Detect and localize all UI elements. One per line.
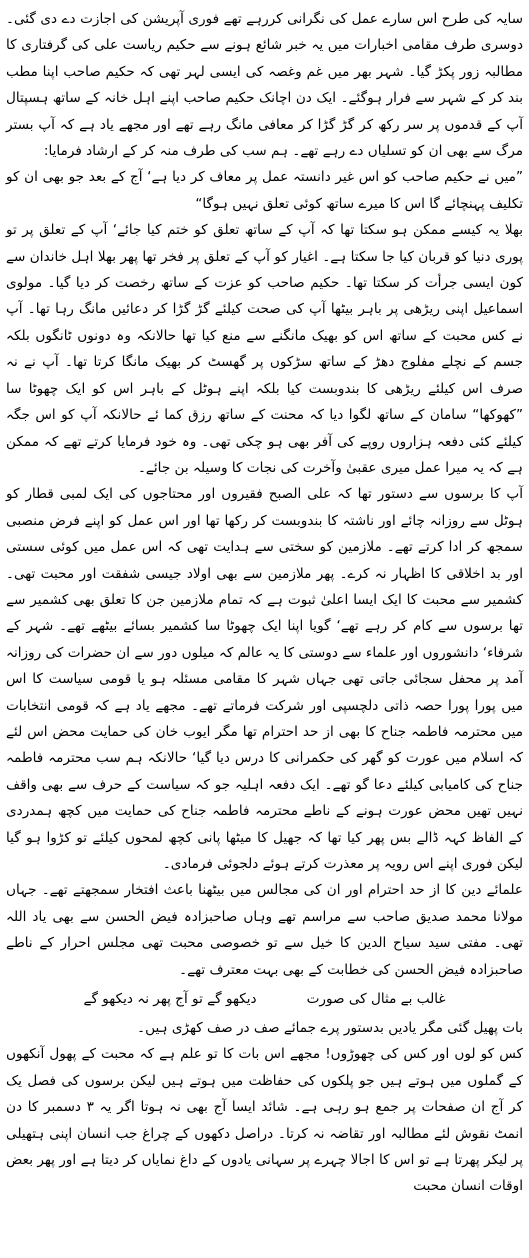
couplet-first-line: غالب بے مثال کی صورت — [306, 991, 446, 1008]
couplet-second-line: دیکھو گے تو آج پھر نہ دیکھو گے — [83, 991, 257, 1008]
closing-line: بات پھیل گئی مگر یادیں بدستور پرے جمائے صف در صف کھڑی ہیں۔ — [137, 1020, 523, 1037]
paragraph-3: آپ کا برسوں سے دستور تھا کہ علی الصبح فقیروں اور محتاجوں کی ایک لمبی قطار کو ہوٹل سے روزانہ چائے اور ناشتہ کا بندوبست کر رکھا تھا اور اس عمل کو اپنے فرض منصبی سمجھ کر ادا کرتے تھے۔ ملازمین کو سختی سے ہدایت تھی کہ اس عمل میں کوئی سستی اور بد اخلاقی کا اظہار نہ کرے۔ پھر ملازمین سے بھی اولاد جیسی شفقت اور محبت تھی۔ کشمیر سے محبت کا ایک ایسا اعلیٰ ثبوت ہے کہ تمام ملازمین جن کا تعلق بھی کشمیر سے تھا برسوں سے کام کر رہے تھے‘ گویا اپنا ایک چھوٹا سا کشمیر بسائے بیٹھے تھے۔ شہر کے شرفاء‘ دانشوروں اور علماء سے دوستی کا یہ عالم کہ میلوں دور سے ان حضرات کی روزانہ آمد پر محفل سجائی جاتی تھی جہاں شہر کا مقامی مسئلہ ہو یا قومی سیاست کا اس میں پورا پورا حصہ ذاتی دلچسپی اور شرکت فرماتے تھے۔ مجھے یاد ہے کہ قومی انتخابات میں محترمہ فاطمہ جناح کا بھی از حد احترام تھا مگر ایوب خان کی حمایت محض اس لئے کہ اسلام میں عورت کو گھر کی حکمرانی کا درس دیا گیا‘ حالانکہ ہم سب محترمہ فاطمہ جناح کی کامیابی کیلئے دعا گو تھے۔ ایک دفعہ اہلیہ جو کہ سیاست کے حرف سے بھی واقف نہیں تھیں محض عورت ہونے کے ناطے محترمہ فاطمہ جناح کی حمایت میں کچھ ہمدردی کے الفاظ کہہ ڈالے بس پھر کیا تھا کہ جھیل کا میٹھا پانی کچھ لمحوں کیلئے تو کڑوا ہو گیا لیکن فوری اپنے اس رویہ پر معذرت کرتے ہوئے دلجوئی فرمادی۔ — [6, 486, 523, 872]
poetry-couplet — [6, 985, 523, 1013]
closing-paragraph: کس کو لوں اور کس کی چھوڑوں! مجھے اس بات کا تو علم ہے کہ محبت کے پھول آنکھوں کے گملوں میں ہوتے ہیں جو پلکوں کی حفاظت میں ہوتے ہیں لیکن برسوں کی فصل یک کر آج ان صفحات پر جمع ہو رہی ہے۔ شائد ایسا آج بھی نہ ہوتا اگر یہ ۳ دسمبر کا دن انمٹ نقوش لئے مطالبہ اور تقاضہ نہ کرتا۔ دراصل دکھوں کے چراغ جب انسان اپنی ہتھیلی پر لیکر پھرتا ہے تو اس کا اجالا چہرے پر سہانی یادوں کے داغ نمایاں کر دیتا ہے اور پھر بعض اوقات انسان محبت — [6, 1046, 523, 1195]
paragraph-1: سایہ کی طرح اس سارے عمل کی نگرانی کررہے تھے فوری آپریشن کی اجازت دے دی گئی۔ دوسری طرف مقامی اخبارات میں یہ خبر شائع ہونے سے حکیم ریاست علی کی گرفتاری کا مطالبہ زور پکڑ گیا۔ شہر بھر میں غم وغصہ کی ایسی لہر تھی کہ حکیم صاحب اپنا مطب بند کر کے شہر سے فرار ہوگئے۔ ایک دن اچانک حکیم صاحب اپنے اہل خانہ کے ساتھ ہسپتال آپ کے قدموں پر سر رکھ کر گڑ گڑا کر معافی مانگ رہے تھے اور مجھے یاد ہے کہ آپ بستر مرگ سے بھی ان کو تسلیاں دے رہے تھے۔ ہم سب کی طرف منہ کر کے ارشاد فرمایا: — [6, 11, 523, 160]
paragraph-4: علمائے دین کا از حد احترام اور ان کی مجالس میں بیٹھنا باعث افتخار سمجھتے تھے۔ جہاں مولانا محمد صدیق صاحب سے مراسم تھے وہاں صاحبزادہ فیض الحسن سے بھی یاد اللہ تھی۔ مفتی سید سیاح الدین کا خیل سے تو خصوصی محبت تھی مجلس احرار کے ناطے صاحبزادہ فیض الحسن کی خطابت کے بھی بہت معترف تھے۔ — [6, 882, 523, 978]
quote-paragraph: ”میں نے حکیم صاحب کو اس غیر دانستہ عمل پر معاف کر دیا ہے‘ آج کے بعد جو بھی ان کو تکلیف پہنچائے گا اس کا میرے ساتھ کوئی تعلق نہیں ہوگا“ — [6, 169, 523, 212]
paragraph-2: بھلا یہ کیسے ممکن ہو سکتا تھا کہ آپ کے ساتھ تعلق کو ختم کیا جائے‘ آپ کے تعلق پر تو پوری دنیا کو قربان کیا جا سکتا ہے۔ اغیار کو آپ کے تعلق پر فخر تھا پھر بھلا اہل خاندان سے کون ایسی جرأت کر سکتا تھا۔ حکیم صاحب کو عزت کے ساتھ رخصت کر دیا گیا۔ مولوی اسماعیل اپنی ریڑھی پر باہر بیٹھا آپ کی صحت کیلئے گڑ گڑا کر دعائیں مانگ رہا تھا۔ آپ نے کس محبت کے ساتھ اس کو بھیک مانگنے سے منع کیا تھا حالانکہ وہ دونوں ٹانگوں بلکہ جسم کے نچلے مفلوج دھڑ کے ساتھ سڑکوں پر گھسٹ کر بھیک مانگا کرتا تھا۔ آپ نے نہ صرف اس کیلئے ریڑھی کا بندوبست کیا بلکہ اپنے ہوٹل کے باہر اس کو ایک چھوٹا سا ”کھوکھا“ سامان کے ساتھ لگوا دیا کہ محنت کے ساتھ رزق کما ئے حالانکہ آپ کو اس جگہ کیلئے کئی دفعہ ہزاروں روپے کی آفر بھی ہو چکی تھی۔ وہ خود فرمایا کرتے تھے کہ ممکن ہے کہ یہ میرا عمل میری عقبیٰ وآخرت کی نجات کا وسیلہ بن جائے۔ — [6, 222, 523, 476]
